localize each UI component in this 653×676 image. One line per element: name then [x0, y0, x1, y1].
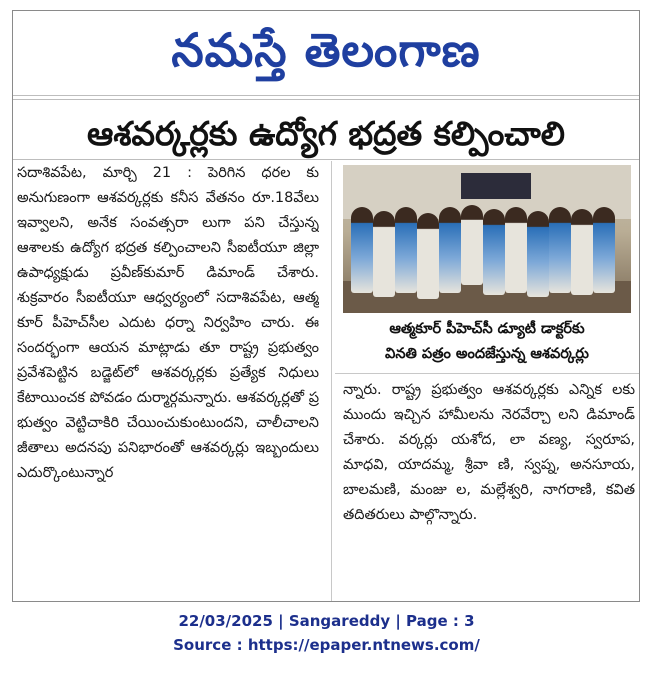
caption-divider	[335, 373, 639, 374]
photo-person	[395, 207, 417, 293]
photo-caption-line-1: ఆత్మకూర్ పీహెచ్‌సీ డ్యూటీ డాక్టర్‌కు	[389, 321, 585, 337]
article-text-right: న్నారు. రాష్ట్ర ప్రభుత్వం ఆశవర్కర్లకు ఎన్నిక లకు ముందు ఇచ్చిన హామీలను నెరవేర్చా లని డిమాండ్ చేశారు. వర్కర్లు యశోద, లా వణ్య, స్వరూప, మాధవి, యాదమ్మ, శ్రీవా ణి, స్వప్న, అనసూయ, బాలమణి, మంజు ల, మల్లేశ్వరి, నాగరాణి, కవిత తదితరులు పాల్గొన్నారు.	[343, 382, 635, 523]
masthead-divider-2	[13, 99, 639, 100]
photo-person	[483, 209, 505, 295]
photo-person	[527, 211, 549, 297]
article-headline: ఆశవర్కర్లకు ఉద్యోగ భద్రత కల్పించాలి	[87, 114, 565, 153]
photo-person	[351, 207, 373, 293]
photo-caption-line-2: వినతి పత్రం అందజేస్తున్న ఆశవర్కర్లు	[385, 346, 589, 362]
cropped-next-article-edge	[343, 593, 635, 601]
masthead-divider	[13, 95, 639, 96]
footer-source-link[interactable]: Source : https://epaper.ntnews.com/	[173, 636, 480, 654]
photo-person	[439, 207, 461, 293]
footer-date-edition: 22/03/2025 | Sangareddy | Page : 3	[178, 612, 475, 630]
photo-person	[461, 205, 483, 285]
photo-banner	[461, 173, 531, 199]
newspaper-masthead: నమస్తే తెలంగాణ	[171, 23, 481, 77]
article-body-right-column	[343, 378, 635, 593]
article-photo	[343, 165, 631, 313]
photo-person	[373, 211, 395, 297]
photo-person	[505, 207, 527, 293]
photo-person	[549, 207, 571, 293]
headline-divider	[13, 159, 639, 160]
photo-person	[417, 213, 439, 299]
article-body-left-column	[17, 161, 319, 601]
newspaper-clipping	[12, 10, 640, 602]
photo-caption	[343, 317, 631, 369]
article-text-left: సదాశివపేట, మార్చి 21 : పెరిగిన ధరల కు అనుగుణంగా ఆశవర్కర్లకు కనీస వేతనం రూ.18వేలు ఇవ్వాలని, అనేక సంవత్సరా లుగా పని చేస్తున్న ఆశాలకు ఉద్యోగ భద్రత కల్పించాలని సీఐటీయూ జిల్లా ఉపాధ్యక్షుడు ప్రవీణ్‌కుమార్ డిమాండ్ చేశారు. శుక్రవారం సీఐటీయూ ఆధ్వర్యంలో సదాశివపేట, ఆత్మ కూర్ పీహెచ్‌సీల ఎదుట ధర్నా నిర్వహిం చారు. ఈ సందర్భంగా ఆయన మాట్లాడు తూ రాష్ట్ర ప్రభుత్వం ప్రవేశపెట్టిన బడ్జెట్‌లో ఆశవర్కర్లకు ప్రత్యేక నిధులు కేటాయించక పోవడం దుర్మార్గమన్నారు. ఆశవర్కర్లతో ప్ర భుత్వం వెట్టిచాకిరి చేయించుకుంటుందని, చాలీచాలని జీతాలు అదనపు పనిభారంతో ఆశవర్కర్లు ఇబ్బందులు ఎదుర్కొంటున్నార	[17, 165, 319, 481]
photo-person	[593, 207, 615, 293]
column-divider	[331, 161, 332, 601]
photo-person	[571, 209, 593, 295]
